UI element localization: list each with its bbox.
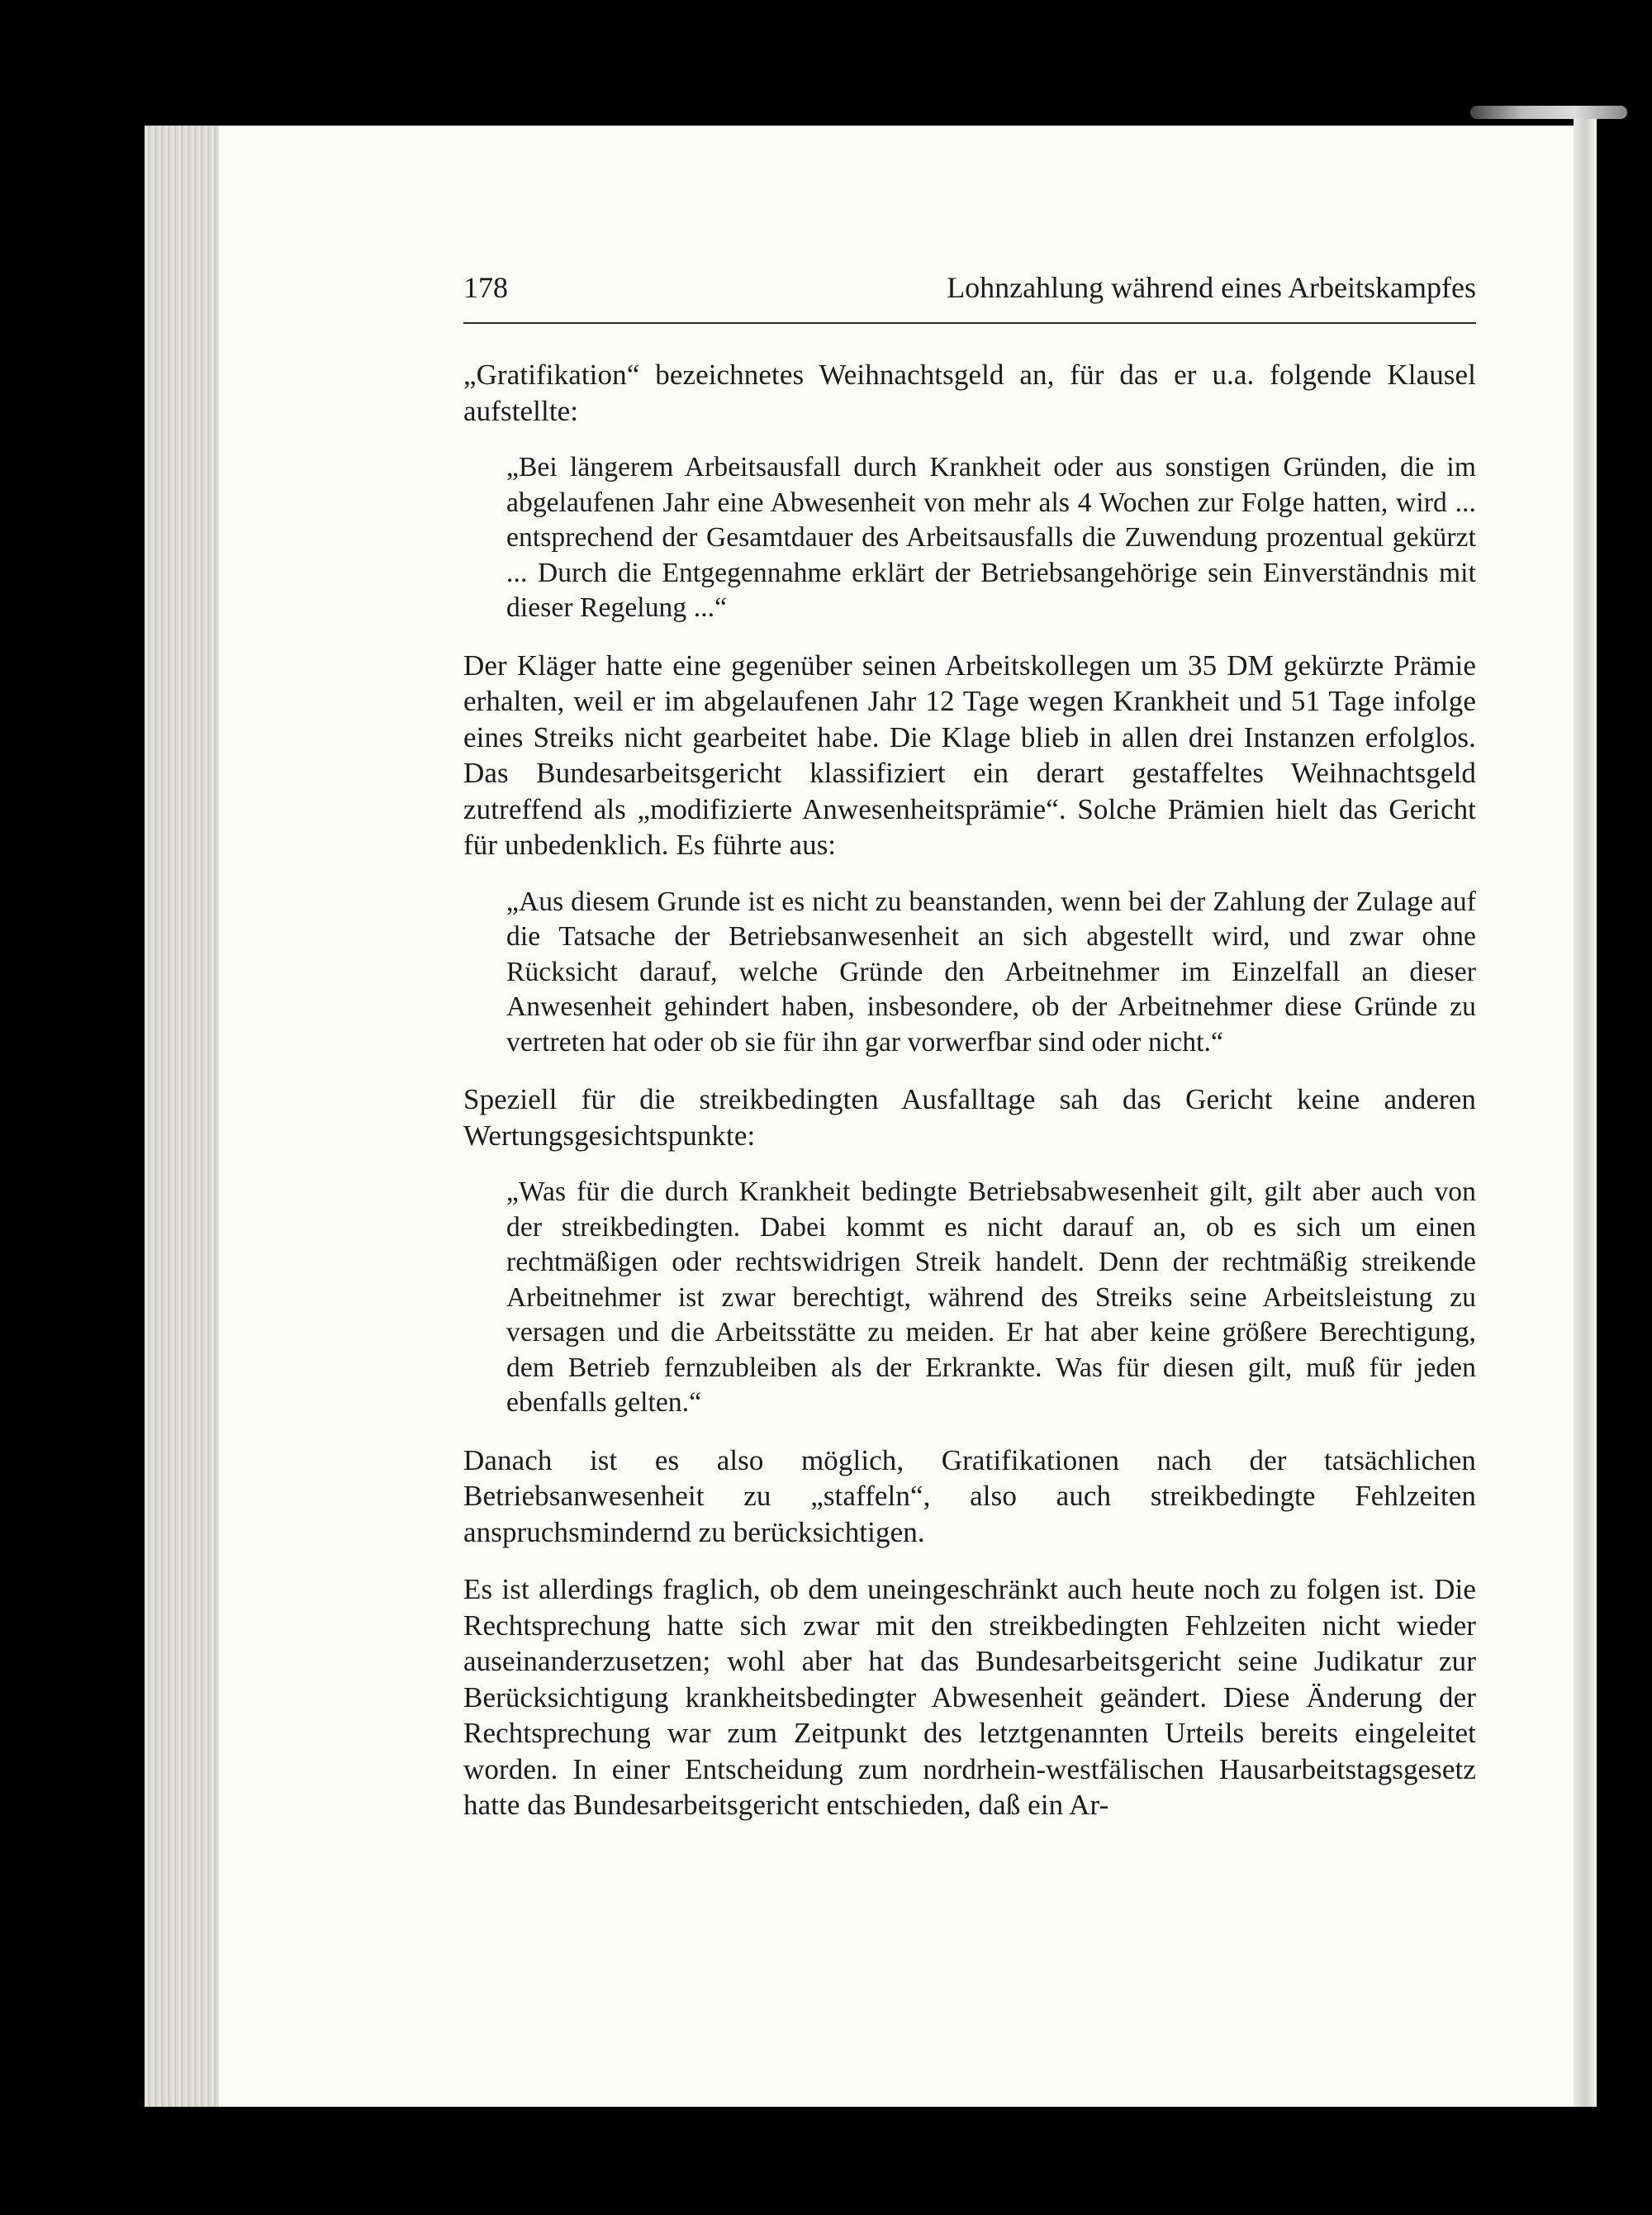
body-paragraph: Es ist allerdings fraglich, ob dem uneingeschränkt auch heute noch zu folgen ist. Die Rechtsprechung hatte sich zwar mit den streikbedingten Fehlzeiten nicht wieder auseinanderzusetzen; wohl aber hat das Bundesarbeitsgericht seine Judikatur zur Berücksichtigung krankheitsbedingter Abwesenheit geändert. Diese Änderung der Rechtsprechung war zum Zeitpunkt des letztgenannten Urteils bereits eingeleitet worden. In einer Entscheidung zum nordrhein-westfälischen Hausarbeitstagsgesetz hatte das Bundesarbeitsgericht entschieden, daß ein Ar- bbox=[463, 1573, 1476, 1821]
block-quote: „Bei längerem Arbeitsausfall durch Krankheit oder aus sonstigen Gründen, die im abgelaufenen Jahr eine Abwesenheit von mehr als 4 Wochen zur Folge hatten, wird ... entsprechend der Gesamtdauer des Arbeitsausfalls die Zuwendung prozentual gekürzt ... Durch die Entgegennahme erklärt der Betriebsangehörige sein Einverständnis mit dieser Regelung ...“ bbox=[506, 452, 1476, 623]
body-paragraph: Danach ist es also möglich, Gratifikationen nach der tatsächlichen Betriebsanwesenheit zu „staffeln“, also auch streikbedingte Fehlzeiten anspruchsmindernd zu berücksichtigen. bbox=[463, 1443, 1476, 1548]
body-paragraph: Speziell für die streikbedingten Ausfalltage sah das Gericht keine anderen Wertungsgesichtspunkte: bbox=[463, 1083, 1476, 1152]
page-number: 178 bbox=[463, 271, 508, 304]
block-quote: „Was für die durch Krankheit bedingte Betriebsabwesenheit gilt, gilt aber auch von der streikbedingten. Dabei kommt es nicht darauf an, ob es sich um einen rechtmäßigen oder rechtswidrigen Streik handelt. Denn der rechtmäßig streikende Arbeitnehmer ist zwar berechtigt, während des Streiks seine Arbeitsleistung zu versagen und die Arbeitsstätte zu meiden. Er hat aber keine größere Berechtigung, dem Betrieb fernzubleiben als der Erkrankte. Was für diesen gilt, muß für jeden ebenfalls gelten.“ bbox=[506, 1176, 1476, 1418]
body-paragraph: Der Kläger hatte eine gegenüber seinen Arbeitskollegen um 35 DM gekürzte Prämie erhalten, weil er im abgelaufenen Jahr 12 Tage wegen Krankheit und 51 Tage infolge eines Streiks nicht gearbeitet habe. Die Klage blieb in allen drei Instanzen erfolglos. Das Bundesarbeitsgericht klassifiziert ein derart gestaffeltes Weihnachtsgeld zutreffend als „modifizierte Anwesenheitsprämie“. Solche Prämien hielt das Gericht für unbedenklich. Es führte aus: bbox=[463, 649, 1476, 861]
running-head bbox=[463, 264, 1476, 324]
text-block bbox=[463, 357, 1476, 1823]
running-title: Lohnzahlung während eines Arbeitskampfes bbox=[947, 271, 1476, 304]
page-content bbox=[463, 264, 1476, 1845]
top-page-sliver bbox=[1470, 106, 1627, 119]
right-page-edge bbox=[1574, 116, 1597, 2107]
body-paragraph: „Gratifikation“ bezeichnetes Weihnachtsgeld an, für das er u.a. folgende Klausel aufstellte: bbox=[463, 359, 1476, 427]
block-quote: „Aus diesem Grunde ist es nicht zu beanstanden, wenn bei der Zahlung der Zulage auf die Tatsache der Betriebsanwesenheit an sich abgestellt wird, und zwar ohne Rücksicht darauf, welche Gründe den Arbeitnehmer im Einzelfall an dieser Anwesenheit gehindert haben, insbesondere, ob der Arbeitnehmer diese Gründe zu vertreten hat oder ob sie für ihn gar vorwerfbar sind oder nicht.“ bbox=[506, 886, 1476, 1058]
